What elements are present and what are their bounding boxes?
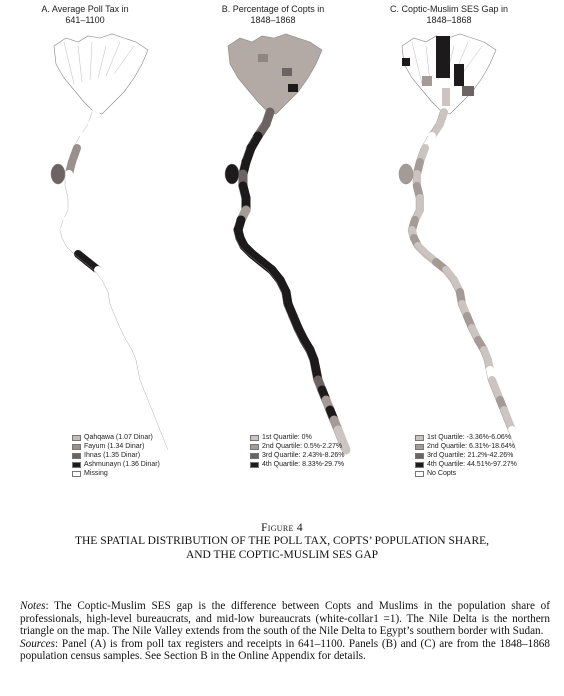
legend-item — [72, 460, 160, 469]
legend-item — [250, 460, 345, 469]
legend-swatch — [72, 462, 81, 468]
legend-swatch — [250, 462, 259, 468]
legend-item — [72, 442, 160, 451]
legend-swatch — [415, 462, 424, 468]
legend-label: 2nd Quartile: 0.5%-2.27% — [262, 443, 343, 450]
legend-item — [250, 433, 345, 442]
legend-label: 3rd Quartile: 21.2%-42.26% — [427, 452, 514, 459]
fayum-region — [399, 164, 413, 184]
legend-swatch — [415, 453, 424, 459]
panel-c-title-line2: 1848–1868 — [426, 15, 472, 25]
panel-a-title-line1: A. Average Poll Tax in — [41, 4, 129, 14]
panel-b-title-line2: 1848–1868 — [250, 15, 296, 25]
legend-label: 1st Quartile: -3.36%-6.06% — [427, 434, 512, 441]
legend-item — [415, 469, 517, 478]
legend-item — [72, 469, 160, 478]
notes-text: : The Coptic-Muslim SES gap is the difference between Copts and Muslims in the population share of professionals, high-level bureaucrats, and mid-low bureaucrats (white-collar1 =1). The Nile Delta is the northern triangle on the map. The Nile Valley extends from the south of the Nile Delta to Egypt’s southern border with Sudan. — [20, 600, 550, 637]
legend-swatch — [415, 444, 424, 450]
legend-label: No Copts — [427, 470, 457, 477]
legend-swatch — [250, 453, 259, 459]
legend-item — [72, 451, 160, 460]
legend-label: 1st Quartile: 0% — [262, 434, 312, 441]
legend-swatch — [415, 471, 424, 477]
legend-panel-c — [415, 433, 517, 478]
delta-district — [288, 84, 298, 92]
nile-valley-district — [168, 440, 172, 450]
delta-district — [422, 76, 432, 86]
figure-number: Figure 4 — [261, 522, 303, 534]
legend-label: 4th Quartile: 8.33%-29.7% — [262, 461, 345, 468]
sources-label: Sources — [20, 637, 56, 650]
legend-item — [415, 442, 517, 451]
legend-label: Missing — [84, 470, 108, 477]
legend-item — [415, 460, 517, 469]
delta-district — [436, 36, 450, 78]
panel-a-title — [0, 4, 170, 26]
legend-item — [415, 433, 517, 442]
legend-label: 2nd Quartile: 6.31%-18.64% — [427, 443, 515, 450]
map-panel-c — [362, 24, 542, 496]
legend-label: 4th Quartile: 44.51%-97.27% — [427, 461, 517, 468]
delta-district — [462, 86, 474, 96]
legend-swatch — [72, 453, 81, 459]
figure-title-line2: AND THE COPTIC-MUSLIM SES GAP — [185, 549, 379, 561]
legend-swatch — [72, 471, 81, 477]
figure-caption — [0, 522, 564, 562]
notes-label: Notes — [20, 600, 46, 612]
delta-district — [258, 54, 268, 62]
legend-label: Ihnas (1.35 Dinar) — [84, 452, 141, 459]
legend-label: Qahqawa (1.07 Dinar) — [84, 434, 153, 441]
legend-label: Fayum (1.34 Dinar) — [84, 443, 145, 450]
fayum-region — [225, 164, 239, 184]
legend-panel-a — [72, 433, 160, 478]
delta-district — [282, 68, 292, 76]
notes-paragraph — [20, 600, 550, 638]
map-panel-a — [14, 24, 194, 496]
legend-item — [72, 433, 160, 442]
panel-b-title — [188, 4, 358, 26]
panel-a-title-line2: 641–1100 — [65, 15, 105, 25]
figure-title-line1: THE SPATIAL DISTRIBUTION OF THE POLL TAX, COPTS’ POPULATION SHARE, — [74, 535, 490, 547]
map-panel-b — [188, 24, 368, 496]
legend-swatch — [72, 435, 81, 441]
delta-district — [442, 88, 450, 106]
legend-swatch — [250, 444, 259, 450]
legend-panel-b — [250, 433, 345, 469]
legend-label: Ashmunayn (1.36 Dinar) — [84, 461, 160, 468]
sources-text: : Panel (A) is from poll tax registers and receipts in 641–1100. Panels (B) and (C) are from the 1848–1868 population census samples. See Section B in the Online Appendix for details. — [20, 637, 550, 662]
sources-paragraph — [20, 638, 550, 663]
panel-c-title-line1: C. Coptic-Muslim SES Gap in — [389, 4, 509, 14]
fayum-region — [51, 164, 65, 184]
legend-item — [250, 442, 345, 451]
legend-swatch — [72, 444, 81, 450]
legend-swatch — [250, 435, 259, 441]
panel-b-title-line1: B. Percentage of Copts in — [221, 4, 325, 14]
legend-label: 3rd Quartile: 2.43%-8.26% — [262, 452, 345, 459]
delta-district — [454, 64, 464, 86]
panel-c-title — [364, 4, 534, 26]
delta-district — [402, 58, 410, 66]
figure-notes — [20, 600, 550, 663]
legend-item — [415, 451, 517, 460]
legend-item — [250, 451, 345, 460]
legend-swatch — [415, 435, 424, 441]
